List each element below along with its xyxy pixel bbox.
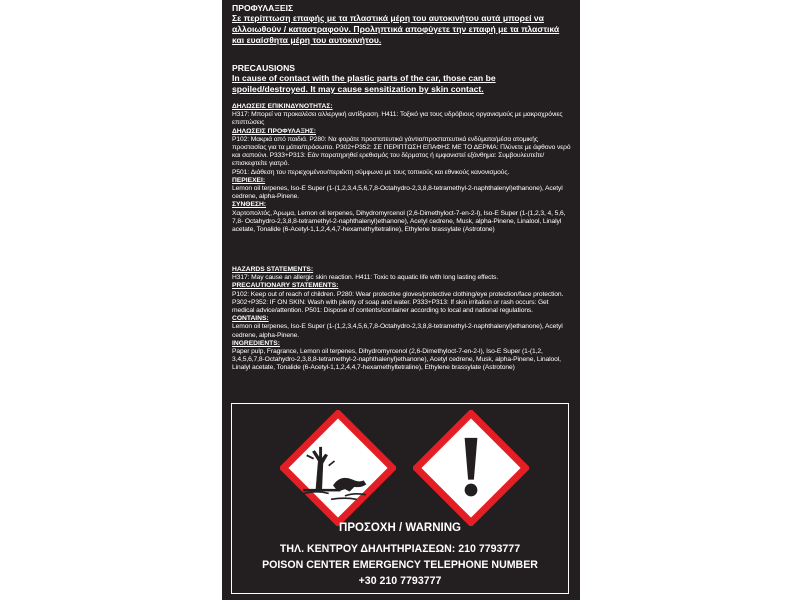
warning-box (231, 403, 569, 594)
greek-ingredients-heading: ΣΥΝΘΕΣΗ: (232, 201, 267, 209)
greek-ingredients-text: Χαρτοπολτός, Άρωμα, Lemon oil terpenes, Dihydromyrcenol (2,6-Dimethyloct-7-en-2-l), Iso-E Super (1-(1,2,3, 4, 5,6, 7,8- Octahydro-2,3,8,8-tetramethyl-2-naphthalenyl)ethanone), Acetyl cedrene, Musk, alpha-Pinene, Linalool, Linalyl acetate, Tonalide (6-Acetyl-1,1,2,4,4,7-hexamethyltetraline), Ethylene brassylate (Astrotone) (232, 209, 566, 234)
greek-precautionary-heading: ΔΗΛΩΣΕΙΣ ΠΡΟΦΥΛΑΞΗΣ: (232, 127, 316, 135)
english-hazards-heading: HAZARDS STATEMENTS: (232, 266, 314, 273)
greek-contains-heading: ΠΕΡΙΕΧΕΙ: (232, 176, 266, 184)
english-poison-center-line: POISON CENTER EMERGENCY TELEPHONE NUMBER (262, 559, 538, 571)
poison-center-phone-number: +30 210 7793777 (358, 575, 442, 587)
environment-hazard-icon (280, 410, 396, 526)
exclamation-mark-icon (413, 410, 529, 526)
english-hazards-text: H317: May cause an allergic skin reaction. H411: Toxic to aquatic life with long lasting effects. (232, 274, 499, 282)
greek-precautionary-text: P102: Μακριά από παιδιά. P280: Να φοράτε προστατευτικά γάντια/προστατευτικά ενδύματα/μέσα ατομικής προστασίας για τα μάτια/πρόσωπο. P302+P352: ΣΕ ΠΕΡΙΠΤΩΣΗ ΕΠΑΦΗΣ ΜΕ ΤΟ ΔΕΡΜΑ: Πλύνετε με άφθονο νερό και σαπούνι. P333+P313: Εάν παρατηρηθεί ερεθισμός του δέρματος ή εμφανιστεί εξάνθημα: Συμβουλευτείτε/επισκεφτείτε γιατρό. (232, 135, 571, 168)
english-precautions-text: In cause of contact with the plastic parts of the car, those can be spoiled/destroyed. It may cause sensitization by skin contact. (232, 73, 496, 94)
greek-hazards-text: H317: Μπορεί να προκαλέσει αλλεργική αντίδραση. H411: Τοξικό για τους υδρόβιους οργανισμούς με μακροχρόνιες επιπτώσεις (232, 111, 563, 127)
english-contains-text: Lemon oil terpenes, Iso-E Super (1-(1,2,3,4,5,6,7,8-Octahydro-2,3,8,8-tetramethyl-2-naphthalenyl)ethanone), Acetyl cedrene, alpha-Pinene. (232, 323, 563, 339)
english-statements-block (232, 266, 572, 373)
greek-precautions-heading: ΠΡΟΦΥΛΑΞΕΙΣ (232, 3, 294, 13)
english-precautionary-heading: PRECAUTIONARY STATEMENTS: (232, 282, 339, 290)
english-ingredients-text: Paper pulp, Fragrance, Lemon oil terpenes, Dihydromyrcenol (2,6-Dimethyloct-7-en-2-l), Iso-E Super (1-(1,2, 3,4,5,6,7,8-Octahydro-2,3,8,8-tetramethyl-2-naphthalenyl)ethanone), Acetyl cedrene, Musk, alpha-Pinene, Linalool, Linalyl acetate, Tonalide (6-Acetyl-1,1,2,4,4,7-hexamethyltetraline), Ethylene brassylate (Astrotone) (232, 348, 561, 372)
greek-precautions-block (232, 3, 572, 46)
greek-contains-text: Lemon oil terpenes, Iso-E Super (1-(1,2,3,4,5,6,7,8-Octahydro-2,3,8,8-tetramethyl-2-naphthalenyl)ethanone), Acetyl cedrene, alpha-Pinene. (232, 185, 563, 201)
product-label (222, 0, 580, 600)
greek-precautionary-text-2: P501: Διάθεση του περιεχομένου/περιέκτη σύμφωνα με τους τοπικούς και εθνικούς κανονισμούς. (232, 168, 510, 176)
greek-statements-block (232, 103, 572, 234)
greek-hazards-heading: ΔΗΛΩΣΕΙΣ ΕΠΙΚΙΝΔΥΝΟΤΗΤΑΣ: (232, 103, 333, 110)
signal-word: ΠΡΟΣΟΧΗ / WARNING (339, 522, 461, 534)
english-precautionary-text: P102: Keep out of reach of children. P280: Wear protective gloves/protective clothing/eye protection/face protection. P302+P352: IF ON SKIN: Wash with plenty of soap and water. P333+P313: If skin irritation or rash occurs: Get medical advice/attention. P501: Dispose of contents/container according to local and national regulations. (232, 290, 564, 315)
greek-precautions-text: Σε περίπτωση επαφής με τα πλαστικά μέρη του αυτοκινήτου αυτά μπορεί να αλλοιωθούν / καταστραφούν. Προληπτικά αποφύγετε την επαφή με τα πλαστικά και ευαίσθητα μέρη του αυτοκινήτου. (232, 13, 560, 45)
english-precautions-heading: PRECAUSIONS (232, 63, 296, 73)
english-precautions-block (232, 63, 572, 95)
english-contains-heading: CONTAINS: (232, 315, 269, 323)
greek-poison-center-line: ΤΗΛ. ΚΕΝΤΡΟΥ ΔΗΛΗΤΗΡΙΑΣΕΩΝ: 210 7793777 (279, 543, 521, 555)
english-ingredients-heading: INGREDIENTS: (232, 339, 280, 347)
